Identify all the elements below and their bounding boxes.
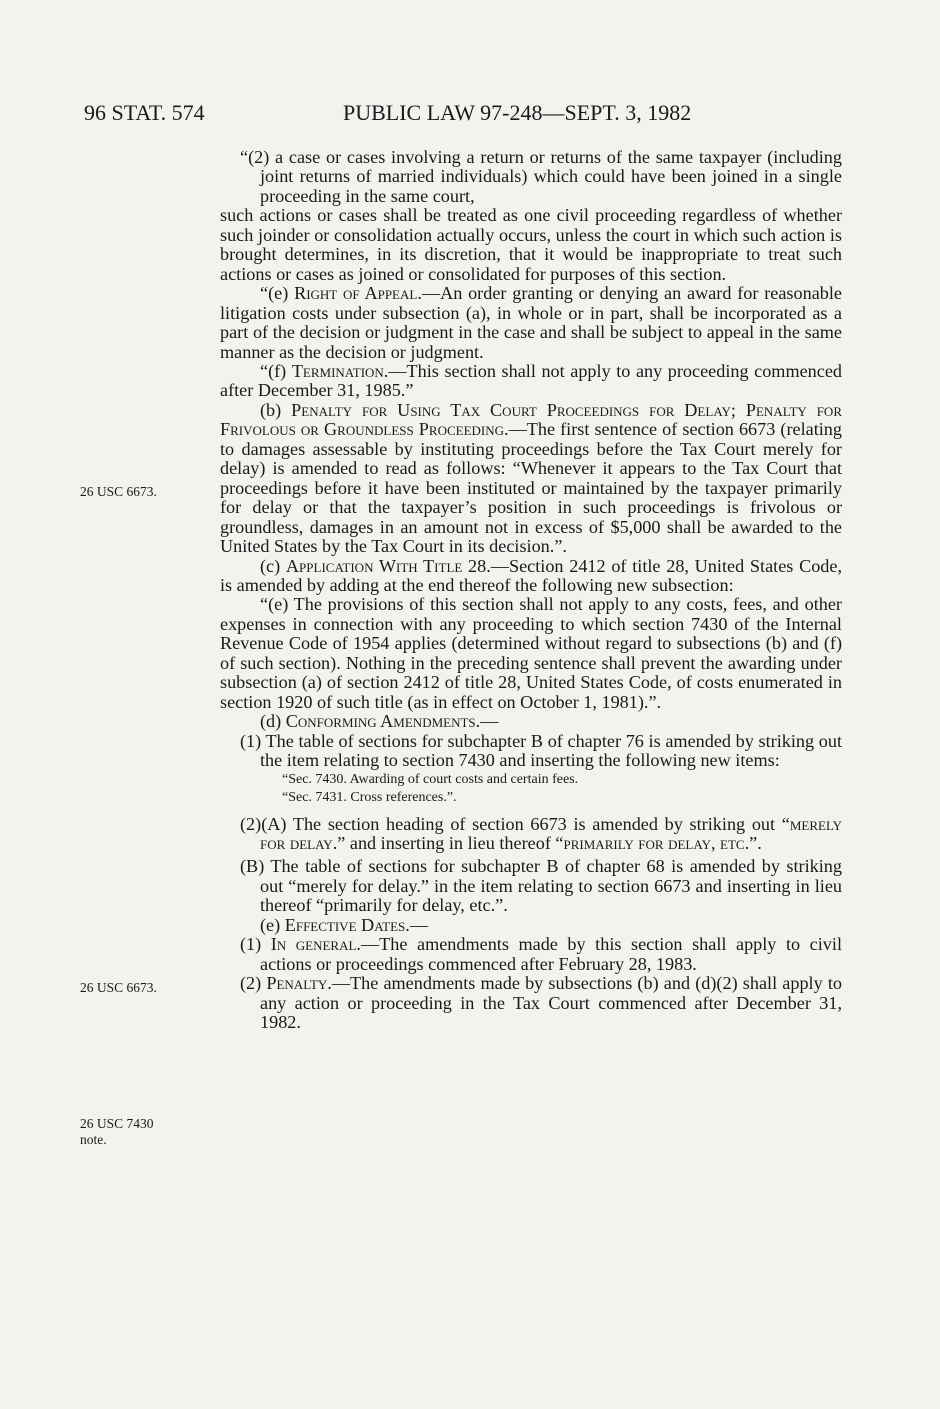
paragraph-text: —An order granting or denying an award for reasonable litigation costs under subsection (a), in whole or in part, shall be incorporated as a part of the decision or judgment in the case and shall be subject to appeal in the same manner as the decision or judgment. [220, 283, 842, 362]
quoted-heading: primarily for delay, etc. [563, 832, 750, 853]
section-heading: In general. [270, 934, 361, 955]
paragraph-text: —This section shall not apply to any proceeding commenced after December 31, 1985.” [220, 360, 842, 401]
table-entry: “Sec. 7430. Awarding of court costs and certain fees. [282, 771, 579, 787]
section-heading: Termination. [291, 360, 389, 381]
paragraph-lead: (d) [260, 711, 286, 732]
paragraph [220, 712, 842, 731]
paragraph: “(e) The provisions of this section shall not apply to any costs, fees, and other expenses in connection with any proceeding to which section 7430 of the Internal Revenue Code of 1954 applies (determined without regard to subsections (b) and (f) of such section). Nothing in the preceding sentence shall prevent the awarding under subsection (a) of section 2412 of title 28, United States Code, of costs enumerated in section 1920 of such title (as in effect on October 1, 1981).”. [220, 594, 842, 712]
paragraph [220, 401, 842, 557]
margin-note [80, 1116, 154, 1148]
paragraph [220, 557, 842, 596]
section-heading: Effective Dates. [284, 914, 410, 935]
table-entry: “Sec. 7431. Cross references.”. [282, 789, 457, 805]
paragraph-lead: (e) [260, 914, 285, 935]
paragraph-text: — [409, 914, 428, 935]
paragraph-text: (2)(A) The section heading of section 6673 is amended by striking out “ [240, 813, 790, 834]
section-heading: Conforming Amendments. [285, 711, 481, 732]
paragraph-lead: (b) [260, 399, 292, 420]
margin-note-line: 26 USC 7430 [80, 1116, 154, 1131]
paragraph [220, 362, 842, 401]
section-heading: Penalty for Using Tax Court Proceedings for Delay; Penalty for Frivolous or Groundless Proceeding. [220, 399, 842, 440]
quoted-heading: merely for delay. [260, 813, 842, 853]
paragraph-lead: “(e) [260, 283, 295, 304]
paragraph: (1) The table of sections for subchapter B of chapter 76 is amended by striking out the item relating to section 7430 and inserting the following new items: [240, 730, 842, 771]
statute-text [220, 148, 842, 1032]
paragraph-text: —Section 2412 of title 28, United States Code, is amended by adding at the end thereof the following new subsection: [220, 555, 843, 595]
margin-note: 26 USC 6673. [80, 980, 157, 995]
paragraph: such actions or cases shall be treated as one civil proceeding regardless of whether such joinder or consolidation actually occurs, unless the court in which such action is brought determines, in its discretion, that it would be inappropriate to treat such actions or cases as joined or consolidated for purposes of this section. [220, 205, 842, 284]
section-heading: Right of Appeal. [294, 283, 422, 304]
margin-note: 26 USC 6673. [80, 484, 157, 499]
paragraph-text: ” and inserting in lieu thereof “ [337, 832, 564, 853]
paragraph-lead: (1) [240, 934, 271, 955]
paragraph [220, 815, 842, 854]
page-citation: 96 STAT. 574 [84, 100, 205, 125]
paragraph-lead: (2) [240, 973, 267, 994]
paragraph-text: — [480, 711, 499, 732]
paragraph [220, 284, 842, 362]
paragraph: “(2) a case or cases involving a return or returns of the same taxpayer (including joint returns of married individuals) which could have been joined in a single proceeding in the same court, [240, 147, 842, 206]
paragraph: (B) The table of sections for subchapter B of chapter 68 is amended by striking out “merely for delay.” in the item relating to section 6673 and inserting in lieu thereof “primarily for delay, etc.”. [240, 856, 842, 916]
section-heading: Application With Title 28. [285, 555, 491, 576]
paragraph-text: —The amendments made by this section shall apply to civil actions or proceedings commenced after February 28, 1983. [260, 934, 842, 974]
paragraph [220, 974, 842, 1032]
margin-note-line: note. [80, 1132, 107, 1147]
paragraph-text: —The amendments made by subsections (b) and (d)(2) shall apply to any action or proceeding in the Tax Court commenced after December 31, 1982. [260, 973, 842, 1033]
section-heading: Penalty. [266, 973, 332, 994]
paragraph-lead: “(f) [260, 360, 292, 381]
paragraph-lead: (c) [260, 555, 286, 576]
paragraph-text: —The first sentence of section 6673 (relating to damages assessable by instituting proceedings before the Tax Court merely for delay) is amended to read as follows: “Whenever it appears to the Tax Court that proceedings before it have been instituted or maintained by the taxpayer primarily for delay or that the taxpayer’s position in such proceedings is frivolous or groundless, damages in an amount not in excess of $5,000 shall be awarded to the United States by the Tax Court in its decision.”. [220, 419, 842, 557]
paragraph [220, 916, 842, 935]
running-header: PUBLIC LAW 97-248—SEPT. 3, 1982 [343, 100, 692, 125]
paragraph-text: ”. [749, 832, 762, 853]
paragraph [220, 935, 842, 974]
